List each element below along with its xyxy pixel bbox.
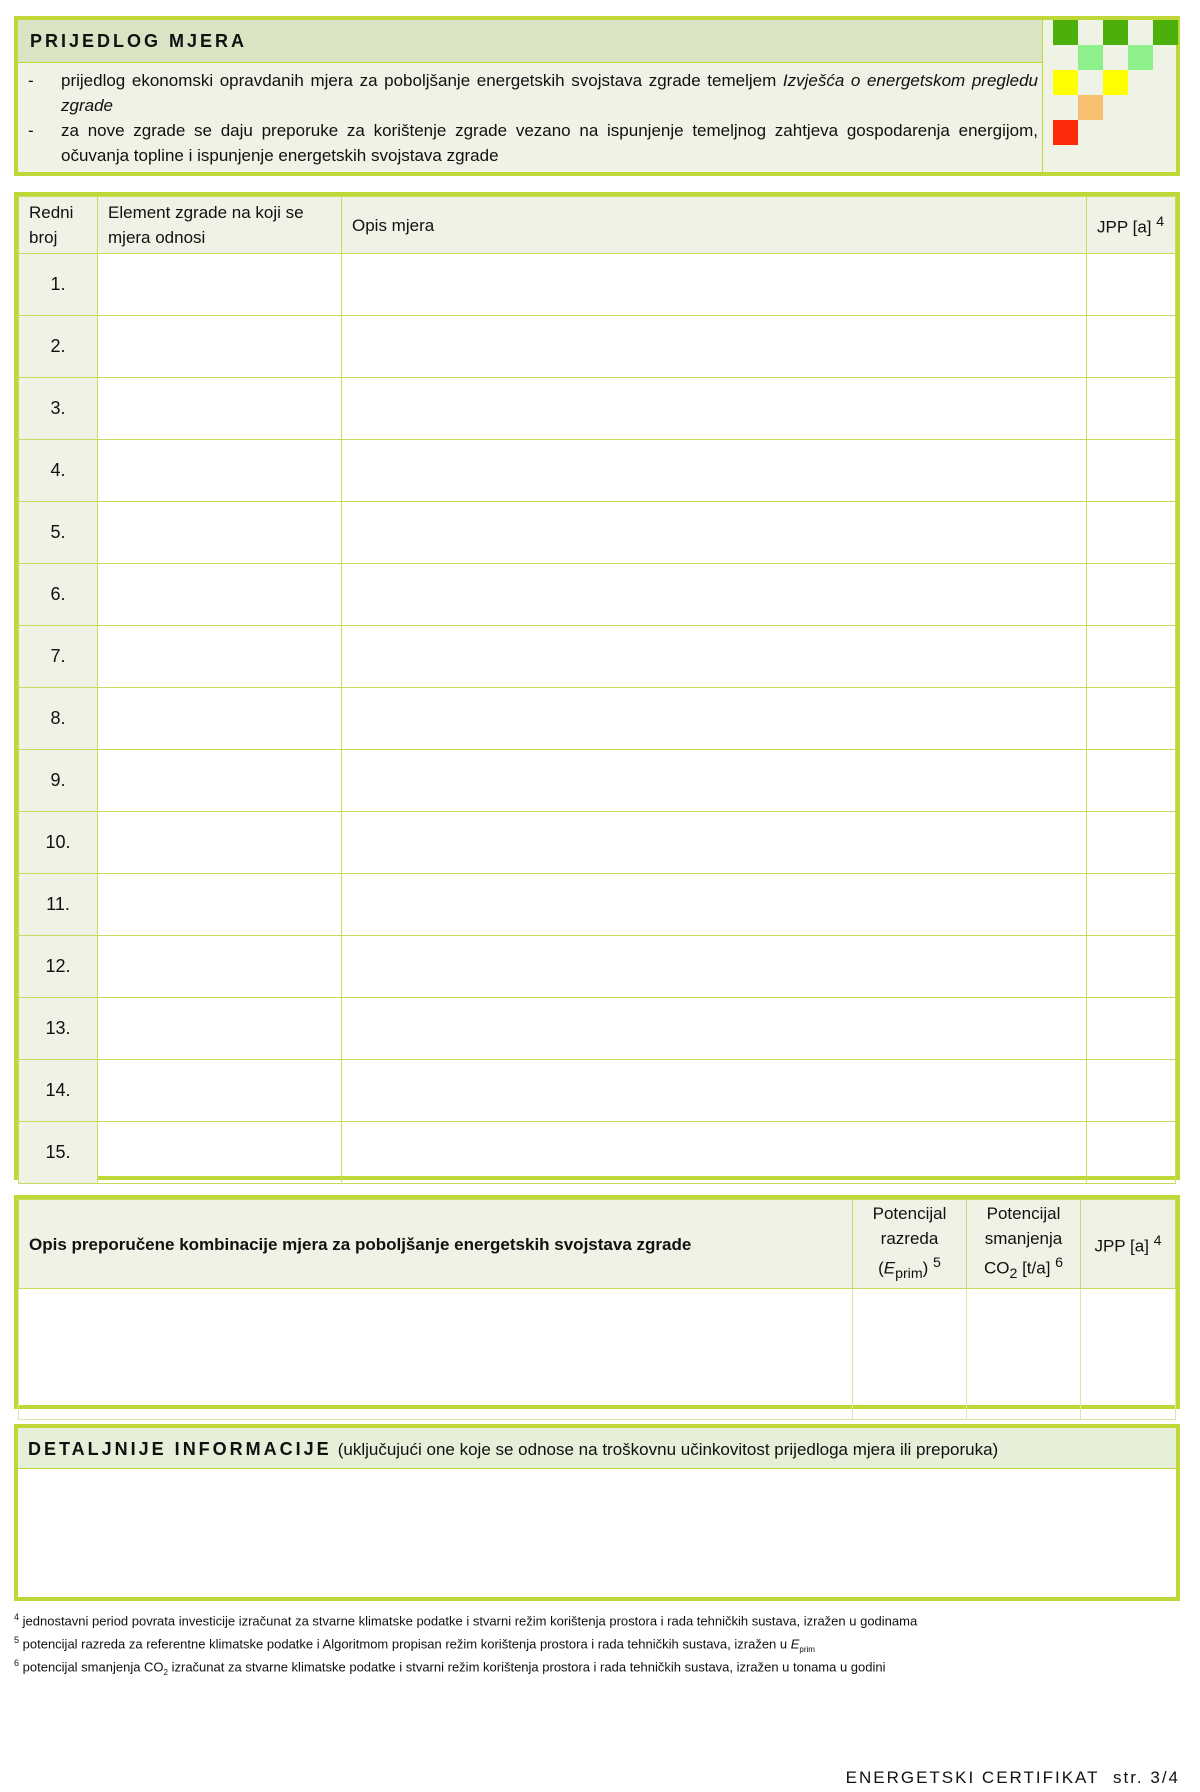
description-cell[interactable] [342, 998, 1087, 1060]
details-section [14, 1424, 1180, 1601]
element-cell[interactable] [98, 1060, 342, 1122]
energy-class-logo [1042, 20, 1181, 172]
element-cell[interactable] [98, 812, 342, 874]
element-cell[interactable] [98, 750, 342, 812]
jpp-cell[interactable] [1087, 564, 1176, 626]
element-cell[interactable] [98, 564, 342, 626]
element-cell[interactable] [98, 254, 342, 316]
jpp-cell[interactable] [1087, 688, 1176, 750]
description-cell[interactable] [342, 874, 1087, 936]
co2-potential-cell[interactable] [967, 1289, 1081, 1420]
description-cell[interactable] [342, 502, 1087, 564]
row-number: 8. [19, 688, 98, 750]
description-cell[interactable] [342, 812, 1087, 874]
table-row [19, 626, 1176, 688]
element-cell[interactable] [98, 316, 342, 378]
row-number: 7. [19, 626, 98, 688]
table-row [19, 998, 1176, 1060]
jpp-cell[interactable] [1087, 750, 1176, 812]
proposal-section [14, 16, 1180, 176]
row-number: 15. [19, 1122, 98, 1184]
table-row [19, 688, 1176, 750]
jpp-cell[interactable] [1087, 626, 1176, 688]
row-number: 4. [19, 440, 98, 502]
element-cell[interactable] [98, 998, 342, 1060]
table-row [19, 378, 1176, 440]
row-number: 1. [19, 254, 98, 316]
list-item: - za nove zgrade se daju preporuke za korištenje zgrade vezano na ispunjenje temeljnog zahtjeva gospodarenja energijom, očuvanja topline i ispunjenje energetskih svojstava zgrade [28, 121, 1038, 165]
header-class-potential: Potencijal razreda $(E_{prim})$ $^5$ [853, 1200, 967, 1289]
details-field[interactable] [18, 1469, 1176, 1597]
footnote-6: $^6$ potencijal smanjenja $CO_2$ izračunat za stvarne klimatske podatke i stvarni režim korištenja prostora i rada tehničkih sustava, izražen u tonama u godini [14, 1658, 886, 1677]
combination-table [14, 1195, 1180, 1409]
description-cell[interactable] [342, 316, 1087, 378]
row-number: 11. [19, 874, 98, 936]
row-number: 5. [19, 502, 98, 564]
jpp-cell[interactable] [1087, 1060, 1176, 1122]
header-combination: Opis preporučene kombinacije mjera za poboljšanje energetskih svojstava zgrade [19, 1200, 853, 1289]
jpp-cell[interactable] [1087, 502, 1176, 564]
header-jpp: JPP [a] $^4$ [1087, 197, 1176, 254]
jpp-cell[interactable] [1087, 254, 1176, 316]
section-header [18, 20, 1042, 63]
table-row [19, 440, 1176, 502]
element-cell[interactable] [98, 440, 342, 502]
header-element: Element zgrade na koji se mjera odnosi [98, 197, 342, 254]
description-cell[interactable] [342, 378, 1087, 440]
page-footer: ENERGETSKI CERTIFIKAT str. 3/4 [845, 1768, 1180, 1787]
jpp-cell[interactable] [1087, 1122, 1176, 1184]
table-row [19, 316, 1176, 378]
description-cell[interactable] [342, 564, 1087, 626]
description-cell[interactable] [342, 750, 1087, 812]
list-item: - prijedlog ekonomski opravdanih mjera za poboljšanje energetskih svojstava zgrade temeljem Izvješća o energetskom pregledu zgrade [28, 71, 1038, 115]
element-cell[interactable] [98, 936, 342, 998]
element-cell[interactable] [98, 378, 342, 440]
table-row [19, 874, 1176, 936]
description-cell[interactable] [342, 1060, 1087, 1122]
row-number: 6. [19, 564, 98, 626]
table-row [19, 254, 1176, 316]
details-header: DETALJNIJE INFORMACIJE (uključujući one koje se odnose na troškovnu učinkovitost prijedloga mjera ili preporuka) [18, 1428, 1176, 1469]
jpp-cell[interactable] [1087, 998, 1176, 1060]
jpp-cell[interactable] [1087, 378, 1176, 440]
header-co2-potential: Potencijal smanjenja $CO_2$ [t/a] $^6$ [967, 1200, 1081, 1289]
table-row [19, 1122, 1176, 1184]
table-row [19, 750, 1176, 812]
header-ordinal: Redni broj [19, 197, 98, 254]
element-cell[interactable] [98, 502, 342, 564]
element-cell[interactable] [98, 874, 342, 936]
description-cell[interactable] [342, 626, 1087, 688]
description-cell[interactable] [342, 936, 1087, 998]
row-number: 10. [19, 812, 98, 874]
element-cell[interactable] [98, 688, 342, 750]
row-number: 9. [19, 750, 98, 812]
table-row [19, 502, 1176, 564]
table-row [19, 564, 1176, 626]
table-row [19, 1060, 1176, 1122]
footnote-5: $^5$ potencijal razreda za referentne klimatske podatke i Algoritmom propisan režim korištenja prostora i rada tehničkih sustava, izražen u $E_{prim}$ [14, 1635, 815, 1654]
description-cell[interactable] [342, 1122, 1087, 1184]
jpp-cell[interactable] [1087, 936, 1176, 998]
section-title: PRIJEDLOG MJERA [30, 31, 248, 51]
jpp-cell[interactable] [1087, 316, 1176, 378]
row-number: 3. [19, 378, 98, 440]
header-jpp: JPP [a] $^4$ [1081, 1200, 1176, 1289]
measures-table [14, 192, 1180, 1180]
jpp-cell[interactable] [1081, 1289, 1176, 1420]
class-potential-cell[interactable] [853, 1289, 967, 1420]
row-number: 12. [19, 936, 98, 998]
jpp-cell[interactable] [1087, 874, 1176, 936]
footnote-4: $^4$ jednostavni period povrata investicije izračunat za stvarne klimatske podatke i stvarni režim korištenja prostora i rada tehničkih sustava, izražen u godinama [14, 1612, 918, 1629]
row-number: 2. [19, 316, 98, 378]
description-cell[interactable] [342, 688, 1087, 750]
row-number: 13. [19, 998, 98, 1060]
description-cell[interactable] [342, 440, 1087, 502]
table-row [19, 936, 1176, 998]
element-cell[interactable] [98, 1122, 342, 1184]
jpp-cell[interactable] [1087, 812, 1176, 874]
description-cell[interactable] [342, 254, 1087, 316]
row-number: 14. [19, 1060, 98, 1122]
table-row [19, 812, 1176, 874]
proposal-notes [28, 68, 1038, 168]
header-description: Opis mjera [342, 197, 1087, 254]
element-cell[interactable] [98, 626, 342, 688]
combination-description-cell[interactable] [19, 1289, 853, 1420]
jpp-cell[interactable] [1087, 440, 1176, 502]
